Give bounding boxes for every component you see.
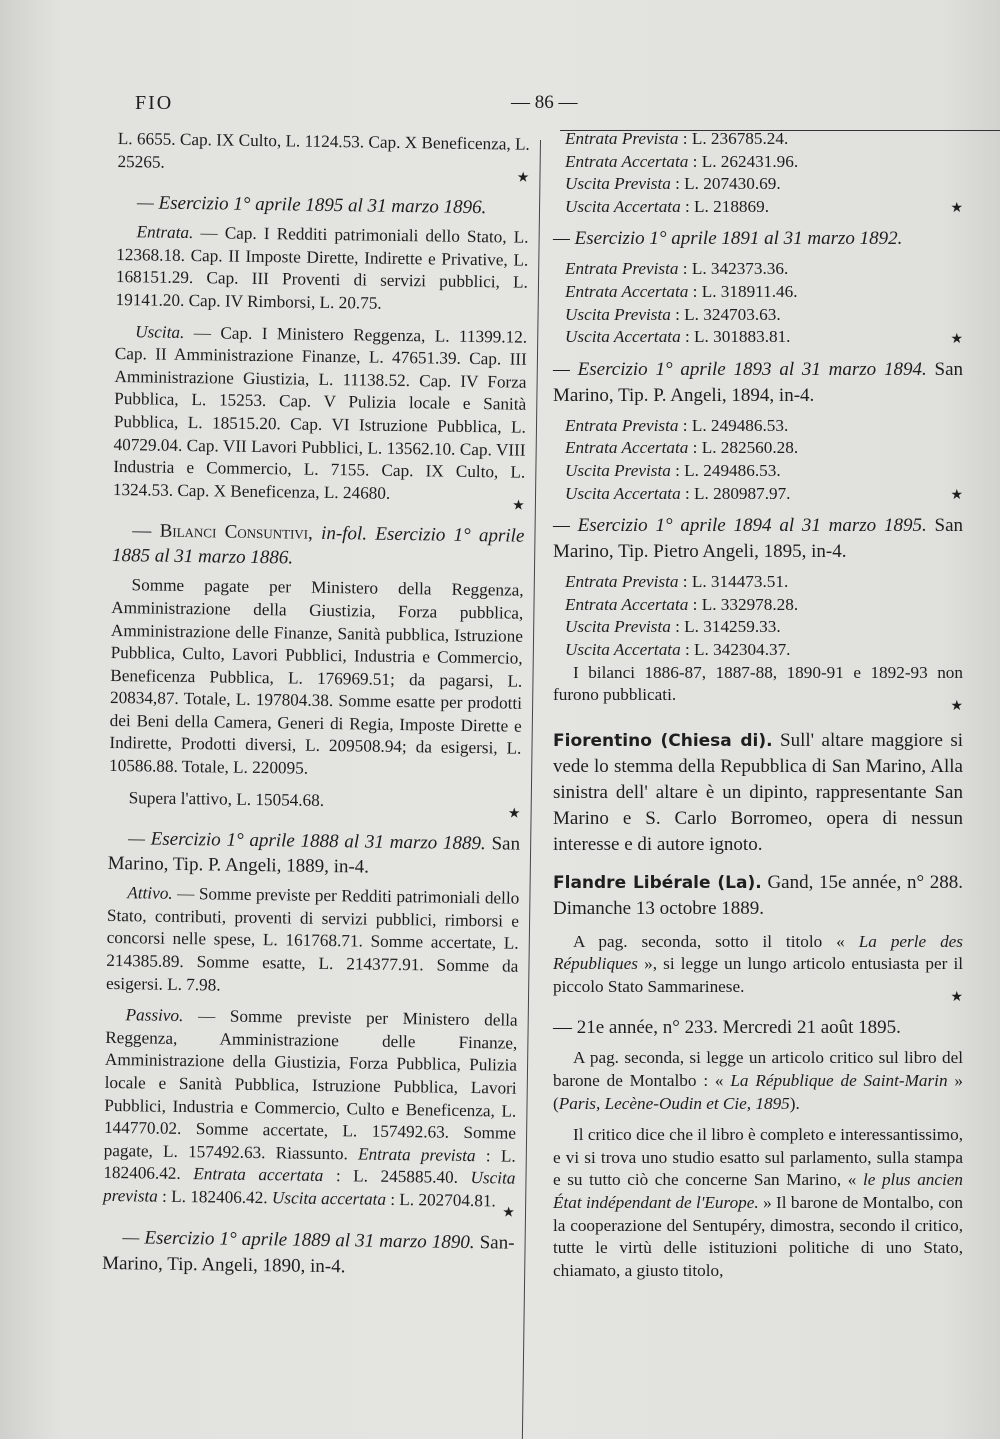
star-icon: ★ <box>950 200 963 217</box>
section-heading: — Esercizio 1° aprile 1889 al 31 marzo 1890. San-Marino, Tip. Angeli, 1890, in-4. <box>102 1226 515 1277</box>
star-icon: ★ <box>950 697 963 714</box>
list-item: Uscita Accertata : L. 301883.81. <box>565 327 791 347</box>
star-icon: ★ <box>516 169 530 186</box>
paragraph: Uscita. — Cap. I Ministero Reggenza, L. 11399.12. Cap. II Amministrazione Finanze, L. 47651.39. Cap. III Amministrazione Giustizia, L. 11138.52. Cap. IV Forza Pubblica, L. 15253. Cap. V Pulizia locale e Sanità Pubblica, L. 18515.20. Cap. VI Istruzione Pubblica, L. 40729.04. Cap. VII Lavori Pubblici, L. 13562.10. Cap. VIII Industria e Commercio, L. 7155. Cap. IX Culto, L. 1324.53. Cap. X Beneficenza, L. 24680. <box>112 321 528 503</box>
list-item: Uscita Prevista : L. 207430.69. <box>565 174 781 194</box>
star-icon: ★ <box>507 805 521 822</box>
paragraph: Passivo. — Somme previste per Ministero della Reggenza, Amministrazione delle Finanze, Amministrazione della Giustizia, Forza Pubblica, Pulizia locale e Sanità Pubblica, Istruzione Pubblica, Lavori Pubblici, Industria e Commercio, Culto e Beneficenza, L. 144770.02. Somme accertate, L. 157492.63. Somme pagate, L. 157492.63. Riassunto. Entrata prevista : L. 182406.42. Entrata accertata : L. 245885.40. Uscita prevista : L. 182406.42. Uscita accertata : L. 202704.81. <box>102 1005 518 1211</box>
list-item: Uscita Accertata : L. 218869. <box>565 196 769 216</box>
star-icon: ★ <box>950 487 963 504</box>
paragraph: Supera l'attivo, L. 15054.68. <box>128 787 325 810</box>
list-item: Uscita Accertata : L. 342304.37. <box>565 639 791 659</box>
entry-title: Flandre Libérale (La). <box>553 872 762 893</box>
page-header <box>135 92 965 122</box>
list-item: Entrata Prevista : L. 342373.36. <box>565 259 789 279</box>
list-item: Entrata Accertata : L. 282560.28. <box>565 438 799 458</box>
paragraph: Il critico dice che il libro è completo e interessantissimo, e vi si trova uno studio esatto sul parlamento, sulla stampa e su tutto ciò che concerne San Marino, « le plus ancien État indépendant de l'Europe. » Il barone de Montalbo, con la cooperazione del Sentupéry, dimostra, secondo il critico, tutte le virtù delle istituzioni politiche di uno Stato, chiamato, a giusto titolo, <box>553 1125 964 1280</box>
list-item: Entrata Accertata : L. 332978.28. <box>565 594 799 614</box>
list-item: Uscita Prevista : L. 249486.53. <box>565 460 781 480</box>
left-column <box>102 128 530 1288</box>
entry-title: Fiorentino (Chiesa di). <box>553 730 773 751</box>
running-head: FIO <box>135 92 174 114</box>
star-icon: ★ <box>950 989 963 1006</box>
section-heading: — 21e année, n° 233. Mercredi 21 août 1895. <box>553 1017 901 1039</box>
paragraph: Somme pagate per Ministero della Reggenza, Amministrazione della Giustizia, Forza pubblica, Amministrazione delle Finanze, Sanità pubblica, Istruzione Pubblica, Culto, Lavori Pubblici, Industria e Commercio, Beneficenza Pubblica, L. 176969.51; da pagarsi, L. 20834,87. Totale, L. 197804.38. Somme esatte per prodotti dei Beni della Camera, Generi di Regia, Imposte Dirette e Indirette, Prodotti diversi, L. 209508.94; da esigersi, L. 10586.88. Totale, L. 220095. <box>108 575 524 778</box>
list-item: Entrata Accertata : L. 262431.96. <box>565 151 799 171</box>
paragraph: Attivo. — Somme previste per Redditi patrimoniali dello Stato, contributi, proventi di servizi pubblici, rimborsi e concorsi nelle spese, L. 161768.71. Somme accertate, L. 214385.89. Somme esatte, L. 214377.91. Somme da esigersi. L. 7.98. <box>105 883 520 995</box>
list-item: Entrata Prevista : L. 236785.24. <box>565 129 789 148</box>
list-item: Entrata Prevista : L. 314473.51. <box>565 572 789 592</box>
list-item: Uscita Accertata : L. 280987.97. <box>565 483 791 503</box>
paragraph: I bilanci 1886-87, 1887-88, 1890-91 e 1892-93 non furono pubblicati. <box>553 662 963 705</box>
page-number: — 86 — <box>511 92 578 113</box>
list-item: Entrata Accertata : L. 318911.46. <box>565 281 798 301</box>
paragraph: A pag. seconda, si legge un articolo critico sul libro del barone de Montalbo : « La République de Saint-Marin » (Paris, Lecène-Oudin et Cie, 1895). <box>553 1048 963 1113</box>
paragraph: A pag. seconda, sotto il titolo « La perle des Républiques », si legge un lungo articolo entusiasta per il piccolo Stato Sammarinese. <box>553 931 963 996</box>
section-heading: — Esercizio 1° aprile 1891 al 31 marzo 1892. <box>553 228 903 250</box>
star-icon: ★ <box>950 330 963 347</box>
section-heading: — Esercizio 1° aprile 1893 al 31 marzo 1894. San Marino, Tip. P. Angeli, 1894, in-4. <box>553 358 964 406</box>
dictionary-entry: Fiorentino (Chiesa di). Sull' altare maggiore si vede lo stemma della Repubblica di San Marino, Alla sinistra dell' altare è un dipinto, rappresentante San Marino e S. Carlo Borromeo, opera di nessun interesse e di autore ignoto. <box>553 729 964 855</box>
section-heading: — Bilanci Consuntivi, in-fol. Esercizio 1° aprile 1885 al 31 marzo 1886. <box>111 520 525 569</box>
list-item: Uscita Prevista : L. 324703.63. <box>565 304 781 324</box>
paragraph: L. 6655. Cap. IX Culto, L. 1124.53. Cap. X Beneficenza, L. 25265. <box>117 128 530 172</box>
star-icon: ★ <box>512 497 525 515</box>
dictionary-entry: Flandre Libérale (La). Gand, 15e année, n° 288. Dimanche 13 octobre 1889. <box>553 871 963 919</box>
section-heading: — Esercizio 1° aprile 1888 al 31 marzo 1889. San Marino, Tip. P. Angeli, 1889, in-4. <box>107 828 521 878</box>
section-heading: — Esercizio 1° aprile 1895 al 31 marzo 1896. <box>136 192 487 219</box>
list-item: Uscita Prevista : L. 314259.33. <box>565 617 781 637</box>
right-column <box>553 128 963 1291</box>
section-heading: — Esercizio 1° aprile 1894 al 31 marzo 1895. San Marino, Tip. Pietro Angeli, 1895, in-4. <box>553 515 964 563</box>
star-icon: ★ <box>502 1204 516 1221</box>
list-item: Entrata Prevista : L. 249486.53. <box>565 415 789 435</box>
paragraph: Entrata. — Cap. I Redditi patrimoniali dello Stato, L. 12368.18. Cap. II Imposte Dirette, Indirette e Privative, L. 168151.29. Cap. III Proventi di servizi pubblici, L. 19141.20. Cap. IV Rimborsi, L. 20.75. <box>115 222 529 313</box>
